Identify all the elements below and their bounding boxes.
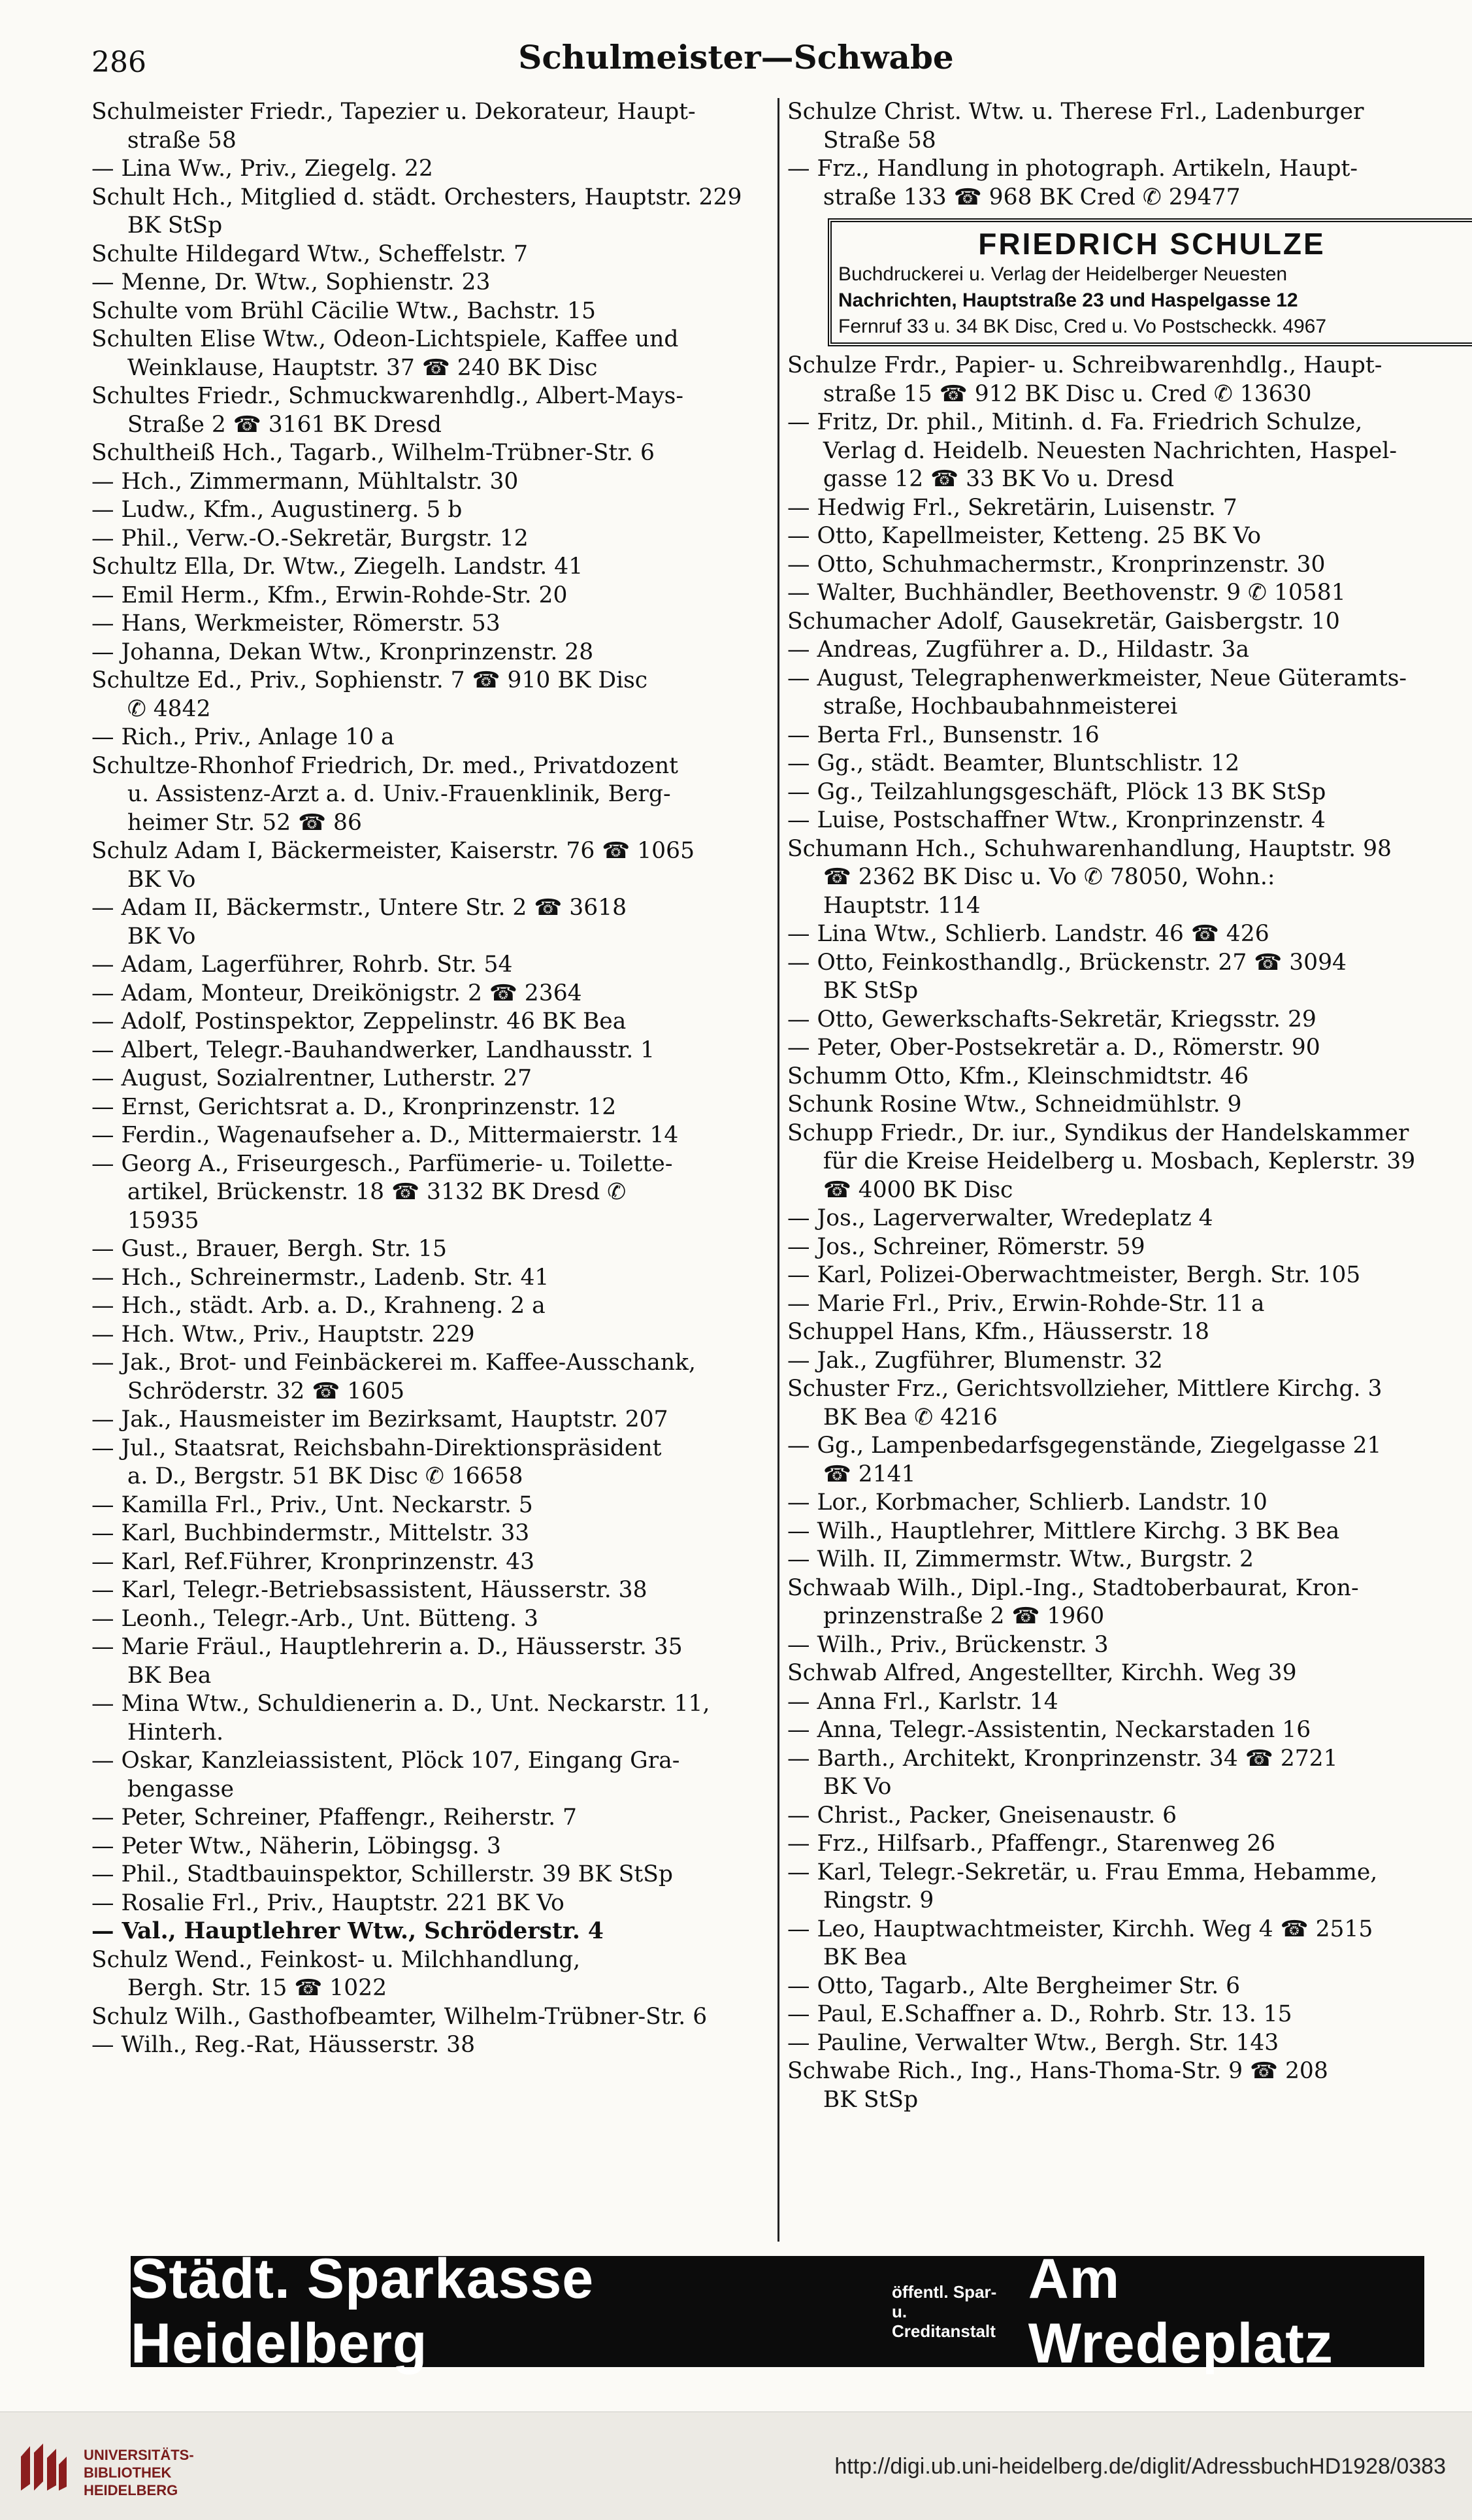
directory-entry: Schulten Elise Wtw., Odeon-Lichtspiele, Kaffee und Weinklause, Hauptstr. 37 ☎ 240 BK Disc xyxy=(91,326,679,381)
directory-entry: — Adam II, Bäckermstr., Untere Str. 2 ☎ 3618 BK Vo xyxy=(91,895,627,950)
directory-entry: Schulz Wend., Feinkost- u. Milchhandlung, Bergh. Str. 15 ☎ 1022 xyxy=(91,1946,581,2001)
directory-entry: — Jos., Lagerverwalter, Wredeplatz 4 xyxy=(787,1205,1213,1231)
directory-entry: — Otto, Schuhmachermstr., Kronprinzenstr. 30 xyxy=(787,551,1326,578)
directory-entry: Schultes Friedr., Schmuckwarenhdlg., Albert-Mays- Straße 2 ☎ 3161 BK Dresd xyxy=(91,383,684,438)
directory-entry: — Peter Wtw., Näherin, Löbingsg. 3 xyxy=(91,1832,501,1859)
directory-entry: Schultheiß Hch., Tagarb., Wilhelm-Trübner-Str. 6 xyxy=(91,440,655,466)
directory-entry: — Wilh., Hauptlehrer, Mittlere Kirchg. 3 BK Bea xyxy=(787,1517,1340,1544)
logo-text-line: BIBLIOTHEK xyxy=(84,2464,172,2481)
directory-entry: — Leonh., Telegr.-Arb., Unt. Bütteng. 3 xyxy=(91,1605,538,1632)
banner-left-text: Städt. Sparkasse Heidelberg xyxy=(131,2247,595,2375)
running-head: Schulmeister—Schwabe xyxy=(518,38,954,76)
directory-entry: — Leo, Hauptwachtmeister, Kirchh. Weg 4 ☎ 2515 BK Bea xyxy=(787,1915,1373,1970)
directory-entry: Schultz Ella, Dr. Wtw., Ziegelh. Landstr. 41 xyxy=(91,554,583,580)
directory-entry: — Ernst, Gerichtsrat a. D., Kronprinzenstr. 12 xyxy=(91,1093,617,1120)
directory-entry: Schulte vom Brühl Cäcilie Wtw., Bachstr. 15 xyxy=(91,297,596,324)
directory-entry: — Karl, Telegr.-Sekretär, u. Frau Emma, Hebamme, Ringstr. 9 xyxy=(787,1859,1378,1914)
directory-entry: — Jak., Zugführer, Blumenstr. 32 xyxy=(787,1347,1163,1374)
directory-entry: — Hans, Werkmeister, Römerstr. 53 xyxy=(91,610,500,637)
directory-entry-bold: — Val., Hauptlehrer Wtw., Schröderstr. 4 xyxy=(91,1918,604,1944)
directory-entry: — Marie Fräul., Hauptlehrerin a. D., Häusserstr. 35 BK Bea xyxy=(91,1634,683,1689)
banner-small-line: Creditanstalt xyxy=(891,2321,996,2341)
directory-entry: — Lina Ww., Priv., Ziegelg. 22 xyxy=(91,156,433,182)
directory-entry: — Emil Herm., Kfm., Erwin-Rohde-Str. 20 xyxy=(91,582,568,608)
left-column xyxy=(91,98,771,2242)
directory-entry: Schuppel Hans, Kfm., Häusserstr. 18 xyxy=(787,1319,1209,1345)
directory-entry: — Luise, Postschaffner Wtw., Kronprinzenstr. 4 xyxy=(787,807,1326,833)
university-library-logo-icon[interactable] xyxy=(14,2438,73,2497)
directory-entry: — Otto, Feinkosthandlg., Brückenstr. 27 ☎ 3094 BK StSp xyxy=(787,949,1347,1004)
directory-entry: — Johanna, Dekan Wtw., Kronprinzenstr. 28 xyxy=(91,638,594,665)
directory-entry: — Adam, Monteur, Dreikönigstr. 2 ☎ 2364 xyxy=(91,980,582,1006)
directory-entry: — Hedwig Frl., Sekretärin, Luisenstr. 7 xyxy=(787,494,1237,521)
directory-entry: — Lor., Korbmacher, Schlierb. Landstr. 10 xyxy=(787,1489,1268,1516)
advert-line: Nachrichten, Hauptstraße 23 und Haspelgasse 12 xyxy=(838,290,1298,311)
directory-entry: — Karl, Polizei-Oberwachtmeister, Bergh. Str. 105 xyxy=(787,1262,1361,1288)
directory-entry: — Phil., Stadtbauinspektor, Schillerstr. 39 BK StSp xyxy=(91,1861,673,1887)
directory-entry: Schulze Christ. Wtw. u. Therese Frl., Ladenburger Straße 58 xyxy=(787,99,1364,154)
directory-entry: — Anna Frl., Karlstr. 14 xyxy=(787,1688,1058,1715)
directory-entry: — August, Sozialrentner, Lutherstr. 27 xyxy=(91,1065,532,1091)
directory-entry: — Albert, Telegr.-Bauhandwerker, Landhausstr. 1 xyxy=(91,1036,655,1063)
right-column xyxy=(787,98,1472,2242)
directory-entry: — Ludw., Kfm., Augustinerg. 5 b xyxy=(91,497,463,523)
directory-entry: Schulmeister Friedr., Tapezier u. Dekorateur, Haupt- straße 58 xyxy=(91,99,696,154)
directory-entry: — Hch., städt. Arb. a. D., Krahneng. 2 a xyxy=(91,1293,546,1319)
library-logo-text[interactable] xyxy=(84,2446,194,2499)
library-footer xyxy=(0,2412,1472,2520)
directory-entry: — Otto, Tagarb., Alte Bergheimer Str. 6 xyxy=(787,1972,1241,1999)
advertisement-box xyxy=(828,218,1472,346)
directory-entry: — Wilh. II, Zimmermstr. Wtw., Burgstr. 2 xyxy=(787,1546,1254,1572)
directory-entry: Schumm Otto, Kfm., Kleinschmidtstr. 46 xyxy=(787,1063,1249,1089)
directory-entry: — Georg A., Friseurgesch., Parfümerie- u. Toilette- artikel, Brückenstr. 18 ☎ 3132 BK Dresd ✆ 15935 xyxy=(91,1150,673,1234)
directory-entry: — Adam, Lagerführer, Rohrb. Str. 54 xyxy=(91,952,513,978)
directory-entry: — Jak., Hausmeister im Bezirksamt, Hauptstr. 207 xyxy=(91,1406,668,1433)
directory-entry: — Peter, Schreiner, Pfaffengr., Reiherstr. 7 xyxy=(91,1804,577,1831)
directory-entry: — Oskar, Kanzleiassistent, Plöck 107, Eingang Gra- bengasse xyxy=(91,1748,680,1802)
directory-entry: — Frz., Handlung in photograph. Artikeln, Haupt- straße 133 ☎ 968 BK Cred ✆ 29477 xyxy=(787,156,1358,210)
directory-entry: — Phil., Verw.-O.-Sekretär, Burgstr. 12 xyxy=(91,525,529,552)
directory-entry: — Walter, Buchhändler, Beethovenstr. 9 ✆ 10581 xyxy=(787,580,1346,606)
directory-entry: — Berta Frl., Bunsenstr. 16 xyxy=(787,721,1100,748)
directory-entry: — Peter, Ober-Postsekretär a. D., Römerstr. 90 xyxy=(787,1035,1320,1061)
directory-entry: — Karl, Telegr.-Betriebsassistent, Häusserstr. 38 xyxy=(91,1577,647,1603)
logo-text-line: HEIDELBERG xyxy=(84,2482,178,2498)
directory-entry: — Karl, Buchbindermstr., Mittelstr. 33 xyxy=(91,1520,530,1546)
directory-entry: Schumacher Adolf, Gausekretär, Gaisbergstr. 10 xyxy=(787,608,1340,635)
advert-line: Buchdruckerei u. Verlag der Heidelberger Neuesten xyxy=(838,263,1288,285)
directory-entry: — Marie Frl., Priv., Erwin-Rohde-Str. 11 a xyxy=(787,1290,1265,1317)
page-number: 286 xyxy=(91,46,146,79)
directory-entry: — Wilh., Reg.-Rat, Häusserstr. 38 xyxy=(91,2032,476,2058)
directory-entry: — Fritz, Dr. phil., Mitinh. d. Fa. Friedrich Schulze, Verlag d. Heidelb. Neuesten Nachrichten, Haspel- gasse 12 ☎ 33 BK Vo u. Dresd xyxy=(787,409,1398,492)
directory-entry: Schumann Hch., Schuhwarenhandlung, Hauptstr. 98 ☎ 2362 BK Disc u. Vo ✆ 78050, Wohn.: Hauptstr. 114 xyxy=(787,835,1392,919)
directory-entry: Schwabe Rich., Ing., Hans-Thoma-Str. 9 ☎ 208 BK StSp xyxy=(787,2058,1328,2113)
directory-entry: — Mina Wtw., Schuldienerin a. D., Unt. Neckarstr. 11, Hinterh. xyxy=(91,1691,710,1746)
banner-small-line: öffentl. Spar- u. xyxy=(891,2282,997,2321)
directory-entry: — Kamilla Frl., Priv., Unt. Neckarstr. 5 xyxy=(91,1491,533,1518)
source-url-link[interactable]: http://digi.ub.uni-heidelberg.de/diglit/AdressbuchHD1928/0383 xyxy=(834,2454,1446,2479)
advert-line: Fernruf 33 u. 34 BK Disc, Cred u. Vo Postscheckk. 4967 xyxy=(838,316,1327,337)
directory-entry: — Gg., städt. Beamter, Bluntschlistr. 12 xyxy=(787,750,1240,776)
directory-entry: — Ferdin., Wagenaufseher a. D., Mittermaierstr. 14 xyxy=(91,1122,679,1148)
directory-entry: — August, Telegraphenwerkmeister, Neue Güteramts- straße, Hochbaubahnmeisterei xyxy=(787,665,1407,720)
directory-entry: — Otto, Gewerkschafts-Sekretär, Kriegsstr. 29 xyxy=(787,1006,1317,1033)
directory-entry: Schultze Ed., Priv., Sophienstr. 7 ☎ 910 BK Disc ✆ 4842 xyxy=(91,667,648,722)
directory-entry: — Pauline, Verwalter Wtw., Bergh. Str. 143 xyxy=(787,2029,1279,2056)
directory-entry: — Hch., Schreinermstr., Ladenb. Str. 41 xyxy=(91,1264,549,1291)
directory-entry: — Gust., Brauer, Bergh. Str. 15 xyxy=(91,1236,447,1262)
directory-entry: — Gg., Lampenbedarfsgegenstände, Ziegelgasse 21 ☎ 2141 xyxy=(787,1433,1382,1487)
directory-entry: — Jos., Schreiner, Römerstr. 59 xyxy=(787,1233,1145,1260)
directory-entry: — Anna, Telegr.-Assistentin, Neckarstaden 16 xyxy=(787,1717,1311,1743)
directory-entry: Schulz Adam I, Bäckermeister, Kaiserstr. 76 ☎ 1065 BK Vo xyxy=(91,838,695,893)
directory-entry: Schupp Friedr., Dr. iur., Syndikus der Handelskammer für die Kreise Heidelberg u. Mosbach, Keplerstr. 39 ☎ 4000 BK Disc xyxy=(787,1119,1416,1203)
directory-entry: — Wilh., Priv., Brückenstr. 3 xyxy=(787,1631,1109,1658)
directory-entry: — Menne, Dr. Wtw., Sophienstr. 23 xyxy=(91,269,491,295)
directory-entry: — Jul., Staatsrat, Reichsbahn-Direktionspräsident a. D., Bergstr. 51 BK Disc ✆ 16658 xyxy=(91,1434,662,1489)
directory-entry: Schulte Hildegard Wtw., Scheffelstr. 7 xyxy=(91,240,528,267)
banner-right-text: Am Wredeplatz xyxy=(1028,2247,1333,2375)
directory-entry: — Hch., Zimmermann, Mühltalstr. 30 xyxy=(91,468,519,495)
column-divider xyxy=(777,98,779,2242)
directory-entry: Schulz Wilh., Gasthofbeamter, Wilhelm-Trübner-Str. 6 xyxy=(91,2003,708,2030)
directory-entry: — Frz., Hilfsarb., Pfaffengr., Starenweg 26 xyxy=(787,1831,1276,1857)
directory-entry: — Rich., Priv., Anlage 10 a xyxy=(91,724,395,750)
directory-entry: Schwaab Wilh., Dipl.-Ing., Stadtoberbaurat, Kron- prinzenstraße 2 ☎ 1960 xyxy=(787,1574,1359,1629)
directory-entry: Schultze-Rhonhof Friedrich, Dr. med., Privatdozent u. Assistenz-Arzt a. d. Univ.-Frauenklinik, Berg- heimer Str. 52 ☎ 86 xyxy=(91,752,679,836)
directory-entry: — Jak., Brot- und Feinbäckerei m. Kaffee-Ausschank, Schröderstr. 32 ☎ 1605 xyxy=(91,1350,696,1404)
logo-text-line: UNIVERSITÄTS- xyxy=(84,2447,194,2463)
directory-entry: — Andreas, Zugführer a. D., Hildastr. 3a xyxy=(787,637,1250,663)
directory-entry: Schult Hch., Mitglied d. städt. Orchesters, Hauptstr. 229 BK StSp xyxy=(91,184,742,239)
directory-entry: Schwab Alfred, Angestellter, Kirchh. Weg 39 xyxy=(787,1660,1297,1686)
sparkasse-banner xyxy=(131,2247,1424,2375)
directory-entry: — Paul, E.Schaffner a. D., Rohrb. Str. 13. 15 xyxy=(787,2001,1292,2027)
directory-entry: Schulze Frdr., Papier- u. Schreibwarenhdlg., Haupt- straße 15 ☎ 912 BK Disc u. Cred ✆ 13630 xyxy=(787,352,1382,407)
directory-entry: — Karl, Ref.Führer, Kronprinzenstr. 43 xyxy=(91,1548,535,1575)
directory-entry: — Lina Wtw., Schlierb. Landstr. 46 ☎ 426 xyxy=(787,921,1269,947)
directory-entry: — Barth., Architekt, Kronprinzenstr. 34 ☎ 2721 BK Vo xyxy=(787,1745,1338,1800)
directory-entry: — Hch. Wtw., Priv., Hauptstr. 229 xyxy=(91,1321,475,1348)
directory-entry: — Otto, Kapellmeister, Ketteng. 25 BK Vo xyxy=(787,523,1262,549)
directory-entry: — Christ., Packer, Gneisenaustr. 6 xyxy=(787,1802,1177,1829)
directory-entry: — Gg., Teilzahlungsgeschäft, Plöck 13 BK StSp xyxy=(787,778,1326,805)
directory-entry: — Rosalie Frl., Priv., Hauptstr. 221 BK Vo xyxy=(91,1889,564,1916)
directory-entry: Schuster Frz., Gerichtsvollzieher, Mittlere Kirchg. 3 BK Bea ✆ 4216 xyxy=(787,1376,1382,1431)
banner-small-text xyxy=(892,2282,1011,2341)
directory-entry: Schunk Rosine Wtw., Schneidmühlstr. 9 xyxy=(787,1091,1242,1118)
advert-title: FRIEDRICH SCHULZE xyxy=(978,227,1326,261)
directory-entry: — Adolf, Postinspektor, Zeppelinstr. 46 BK Bea xyxy=(91,1008,627,1035)
